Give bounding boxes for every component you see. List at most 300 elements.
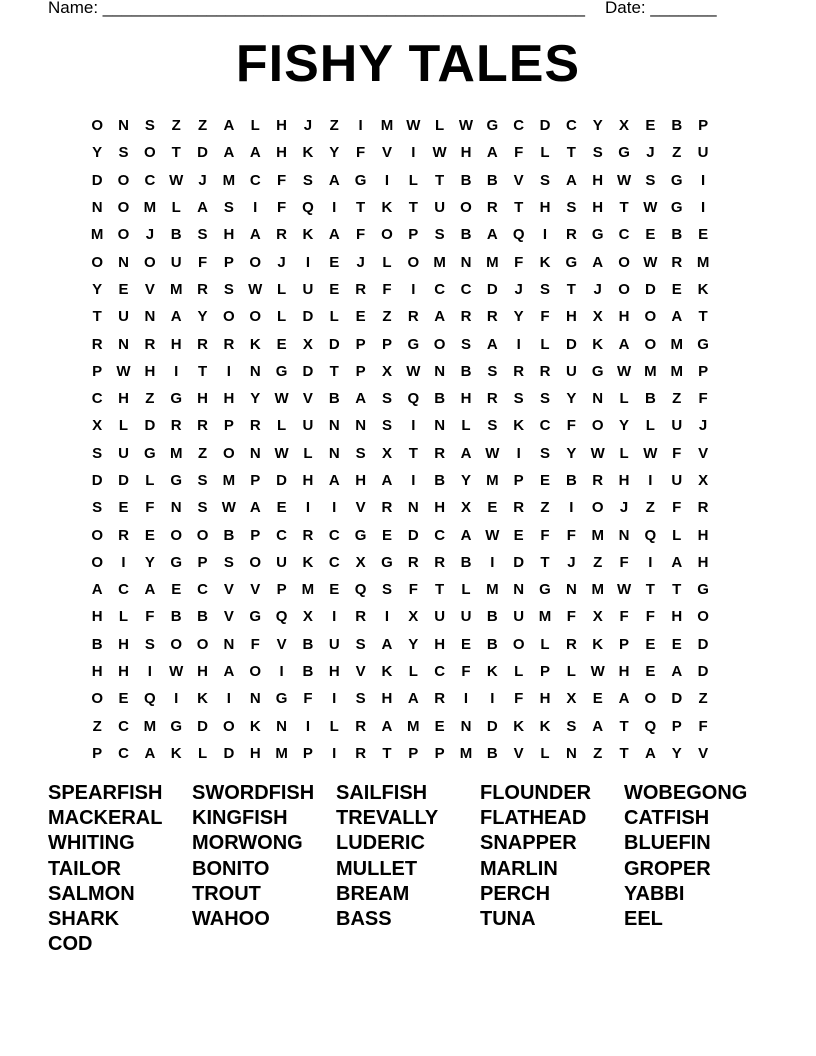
grid-letter: S: [566, 199, 577, 217]
grid-letter: R: [407, 308, 419, 326]
grid-letter: S: [381, 417, 392, 435]
grid-letter: F: [356, 144, 366, 162]
grid-letter: K: [513, 717, 525, 735]
grid-letter: I: [490, 553, 495, 571]
grid-letter: R: [355, 744, 367, 762]
grid-letter: H: [671, 608, 683, 626]
word-list-item: MACKERAL: [48, 806, 163, 829]
grid-letter: B: [460, 226, 472, 244]
grid-letter: T: [645, 581, 655, 599]
grid-letter: N: [144, 308, 156, 326]
word-list-item: PERCH: [480, 882, 551, 905]
grid-letter: E: [645, 226, 656, 244]
grid-letter: G: [591, 362, 604, 380]
grid-letter: P: [381, 335, 392, 353]
grid-letter: V: [302, 390, 313, 408]
grid-letter: S: [381, 390, 392, 408]
grid-letter: T: [514, 199, 524, 217]
grid-letter: W: [643, 253, 658, 271]
grid-letter: S: [223, 280, 234, 298]
grid-letter: M: [380, 117, 394, 135]
grid-letter: N: [513, 581, 525, 599]
grid-letter: A: [144, 581, 156, 599]
grid-row: [84, 685, 716, 712]
grid-letter: B: [486, 171, 498, 189]
grid-letter: U: [460, 608, 472, 626]
grid-letter: O: [644, 308, 657, 326]
grid-letter: T: [356, 199, 366, 217]
grid-letter: O: [433, 335, 446, 353]
grid-letter: Q: [644, 526, 657, 544]
grid-letter: O: [91, 690, 103, 708]
grid-letter: A: [592, 253, 604, 271]
grid-letter: B: [671, 117, 683, 135]
grid-letter: A: [91, 581, 103, 599]
grid-letter: B: [302, 635, 314, 653]
grid-letter: H: [197, 663, 208, 681]
grid-letter: S: [487, 362, 498, 380]
grid-letter: R: [223, 335, 235, 353]
grid-letter: E: [671, 280, 682, 298]
grid-letter: W: [169, 171, 184, 189]
grid-letter: E: [171, 581, 182, 599]
grid-letter: S: [592, 144, 603, 162]
grid-letter: L: [672, 526, 682, 544]
grid-letter: L: [619, 444, 629, 462]
grid-letter: S: [197, 472, 208, 489]
grid-letter: N: [565, 581, 577, 599]
grid-letter: R: [249, 417, 261, 435]
grid-letter: H: [460, 144, 472, 162]
grid-letter: F: [619, 553, 629, 571]
grid-letter: E: [329, 280, 340, 298]
grid-letter: R: [486, 199, 498, 217]
grid-letter: J: [619, 499, 629, 517]
grid-letter: T: [619, 199, 629, 217]
grid-letter: M: [486, 253, 499, 271]
grid-letter: Z: [672, 144, 682, 162]
grid-letter: V: [250, 581, 261, 599]
grid-letter: H: [276, 117, 287, 135]
grid-letter: X: [460, 499, 471, 517]
grid-letter: Z: [171, 117, 181, 135]
grid-letter: F: [514, 690, 524, 708]
grid-letter: B: [302, 663, 314, 681]
grid-letter: X: [355, 553, 366, 571]
grid-letter: S: [540, 280, 551, 298]
grid-letter: H: [170, 335, 182, 353]
grid-letter: B: [565, 472, 577, 489]
grid-letter: S: [144, 117, 155, 135]
grid-letter: D: [697, 635, 709, 653]
grid-letter: U: [118, 308, 129, 326]
grid-letter: H: [592, 199, 604, 217]
grid-row: [84, 494, 716, 521]
grid-row: [84, 303, 716, 330]
grid-letter: R: [118, 526, 129, 544]
grid-letter: O: [144, 144, 156, 162]
grid-letter: H: [460, 390, 472, 408]
grid-letter: A: [565, 171, 577, 189]
grid-letter: D: [91, 171, 103, 189]
grid-letter: C: [434, 280, 446, 298]
grid-letter: W: [616, 171, 632, 189]
word-list-item: LUDERIC: [336, 832, 425, 855]
grid-letter: N: [434, 417, 446, 435]
grid-letter: G: [539, 581, 551, 599]
grid-letter: R: [697, 499, 709, 517]
grid-letter: W: [406, 117, 421, 135]
word-list-item: TAILOR: [48, 857, 121, 880]
grid-letter: T: [619, 744, 629, 762]
grid-letter: F: [461, 663, 471, 681]
grid-letter: K: [486, 663, 498, 681]
grid-letter: V: [513, 171, 524, 189]
grid-letter: L: [382, 253, 392, 271]
grid-letter: D: [565, 335, 577, 353]
grid-letter: D: [276, 472, 287, 489]
grid-letter: R: [486, 390, 498, 408]
grid-letter: A: [434, 308, 446, 326]
grid-letter: H: [539, 690, 551, 708]
grid-letter: F: [566, 526, 576, 544]
grid-letter: M: [169, 280, 183, 298]
grid-letter: T: [566, 280, 576, 298]
grid-letter: L: [540, 635, 550, 653]
grid-letter: D: [407, 526, 419, 544]
grid-letter: E: [144, 526, 155, 544]
word-list-item: YABBI: [624, 882, 685, 905]
grid-letter: E: [513, 526, 524, 544]
grid-letter: N: [460, 717, 472, 735]
grid-letter: C: [276, 526, 287, 544]
grid-letter: I: [384, 608, 390, 626]
grid-letter: S: [355, 690, 366, 708]
word-list-row: [48, 780, 788, 805]
grid-letter: Q: [407, 390, 420, 408]
grid-letter: E: [592, 690, 603, 708]
grid-letter: T: [698, 308, 708, 326]
grid-letter: N: [118, 335, 129, 353]
grid-letter: C: [328, 553, 340, 571]
grid-letter: D: [197, 144, 208, 162]
grid-letter: W: [406, 362, 421, 380]
grid-letter: M: [538, 608, 552, 626]
grid-letter: D: [486, 717, 498, 735]
grid-letter: W: [116, 362, 131, 380]
grid-letter: T: [92, 308, 102, 326]
grid-letter: N: [91, 199, 103, 217]
grid-letter: G: [170, 553, 183, 571]
grid-letter: P: [355, 335, 366, 353]
grid-letter: B: [328, 390, 340, 408]
grid-letter: A: [328, 472, 340, 489]
grid-letter: S: [355, 635, 366, 653]
grid-letter: I: [332, 744, 337, 762]
grid-letter: M: [275, 744, 288, 762]
grid-letter: X: [698, 472, 709, 489]
word-list-row: [48, 856, 788, 881]
grid-letter: G: [249, 608, 262, 626]
grid-letter: I: [174, 362, 179, 380]
grid-letter: A: [486, 226, 498, 244]
grid-letter: M: [486, 472, 499, 489]
grid-letter: M: [591, 526, 604, 544]
grid-letter: E: [118, 499, 129, 517]
grid-letter: I: [463, 690, 469, 708]
grid-letter: R: [302, 526, 314, 544]
grid-letter: O: [618, 280, 630, 298]
grid-letter: I: [226, 690, 231, 708]
grid-letter: L: [435, 117, 445, 135]
grid-letter: K: [513, 417, 525, 435]
word-list-row: [48, 932, 788, 957]
grid-letter: A: [381, 472, 393, 489]
grid-letter: R: [565, 226, 577, 244]
grid-letter: B: [460, 362, 472, 380]
grid-letter: E: [329, 581, 340, 599]
grid-letter: C: [434, 526, 446, 544]
grid-letter: S: [566, 717, 577, 735]
grid-letter: G: [354, 526, 367, 544]
grid-letter: W: [590, 444, 605, 462]
grid-letter: E: [645, 117, 656, 135]
grid-letter: O: [512, 635, 525, 653]
grid-letter: U: [118, 444, 129, 462]
grid-letter: L: [540, 144, 550, 162]
grid-letter: F: [619, 608, 629, 626]
grid-letter: A: [223, 117, 235, 135]
grid-letter: E: [487, 499, 498, 517]
grid-letter: K: [592, 335, 604, 353]
grid-letter: U: [697, 144, 709, 162]
grid-letter: B: [170, 608, 182, 626]
grid-letter: Y: [513, 308, 524, 326]
grid-letter: B: [223, 526, 235, 544]
grid-letter: G: [670, 171, 683, 189]
grid-letter: L: [276, 280, 287, 298]
grid-row: [84, 658, 716, 685]
grid-letter: M: [143, 717, 157, 735]
grid-letter: I: [174, 690, 179, 708]
grid-letter: U: [671, 417, 683, 435]
grid-letter: R: [197, 335, 208, 353]
grid-letter: A: [460, 526, 472, 544]
grid-row: [84, 167, 716, 194]
grid-letter: X: [592, 308, 603, 326]
grid-letter: H: [276, 144, 287, 162]
grid-letter: A: [644, 744, 656, 762]
grid-letter: B: [644, 390, 656, 408]
grid-letter: D: [302, 362, 314, 380]
grid-row: [84, 330, 716, 357]
grid-letter: O: [223, 308, 235, 326]
grid-letter: I: [411, 280, 416, 298]
grid-letter: R: [407, 553, 419, 571]
grid-letter: K: [381, 199, 393, 217]
grid-letter: Y: [566, 390, 577, 408]
grid-letter: G: [486, 117, 499, 135]
grid-letter: G: [275, 362, 288, 380]
grid-letter: Q: [275, 608, 288, 626]
grid-letter: I: [700, 171, 706, 189]
grid-letter: H: [434, 499, 446, 517]
grid-letter: C: [118, 717, 129, 735]
grid-letter: O: [196, 526, 209, 544]
grid-letter: F: [698, 717, 708, 735]
grid-letter: Z: [329, 117, 339, 135]
grid-letter: F: [250, 635, 260, 653]
grid-letter: J: [698, 417, 708, 435]
grid-letter: H: [697, 526, 709, 544]
grid-letter: W: [485, 526, 500, 544]
grid-letter: H: [697, 553, 709, 571]
grid-letter: M: [301, 581, 315, 599]
grid-letter: G: [618, 144, 630, 162]
grid-letter: E: [355, 308, 366, 326]
grid-letter: U: [671, 472, 683, 489]
grid-row: [84, 248, 716, 275]
grid-letter: R: [460, 308, 472, 326]
grid-letter: V: [513, 744, 524, 762]
grid-letter: O: [407, 253, 420, 271]
grid-letter: N: [355, 417, 367, 435]
grid-letter: K: [302, 144, 314, 162]
grid-letter: L: [171, 199, 181, 217]
grid-letter: R: [539, 362, 551, 380]
grid-letter: M: [670, 335, 683, 353]
word-list-item: WHITING: [48, 832, 135, 855]
grid-letter: O: [144, 253, 156, 271]
word-list-item: KINGFISH: [192, 806, 288, 829]
grid-letter: K: [197, 690, 208, 708]
grid-letter: A: [249, 144, 261, 162]
grid-letter: X: [381, 362, 392, 380]
grid-letter: L: [276, 417, 287, 435]
grid-letter: O: [249, 553, 262, 571]
grid-letter: U: [434, 608, 446, 626]
grid-letter: J: [198, 171, 207, 189]
grid-letter: A: [223, 144, 235, 162]
grid-letter: Y: [92, 144, 103, 162]
grid-letter: L: [566, 663, 576, 681]
grid-letter: Q: [302, 199, 314, 217]
grid-letter: W: [458, 117, 474, 135]
grid-letter: R: [197, 417, 208, 435]
grid-letter: A: [328, 171, 340, 189]
grid-letter: F: [566, 608, 576, 626]
grid-letter: I: [358, 117, 363, 135]
grid-letter: K: [249, 717, 261, 735]
grid-letter: J: [356, 253, 365, 271]
grid-letter: Z: [593, 553, 603, 571]
grid-letter: C: [197, 581, 208, 599]
grid-letter: M: [407, 717, 420, 735]
grid-letter: C: [513, 117, 525, 135]
grid-letter: C: [328, 526, 340, 544]
grid-letter: P: [355, 362, 366, 380]
grid-letter: O: [117, 199, 130, 217]
grid-letter: H: [539, 199, 551, 217]
grid-letter: F: [540, 526, 550, 544]
word-list-item: SWORDFISH: [192, 781, 315, 804]
grid-letter: I: [411, 144, 416, 162]
grid-letter: P: [250, 472, 261, 489]
grid-letter: W: [643, 199, 658, 217]
grid-letter: I: [411, 472, 416, 489]
word-list-item: FLATHEAD: [480, 806, 587, 829]
grid-letter: D: [539, 117, 551, 135]
word-list-row: [48, 906, 788, 931]
grid-letter: O: [591, 417, 604, 435]
grid-letter: I: [226, 362, 231, 380]
grid-letter: W: [274, 444, 289, 462]
grid-letter: S: [92, 499, 103, 517]
grid-letter: H: [118, 390, 129, 408]
grid-letter: K: [249, 335, 261, 353]
grid-letter: K: [539, 717, 551, 735]
grid-letter: T: [171, 144, 181, 162]
grid-letter: O: [618, 253, 630, 271]
grid-letter: Y: [250, 390, 261, 408]
header-line: [48, 0, 717, 18]
word-list-item: MULLET: [336, 857, 418, 880]
grid-letter: H: [118, 663, 129, 681]
grid-row: [84, 221, 716, 248]
grid-letter: L: [514, 663, 524, 681]
grid-letter: C: [565, 117, 577, 135]
word-list-item: SHARK: [48, 908, 120, 931]
grid-letter: N: [328, 444, 340, 462]
grid-letter: F: [276, 199, 287, 217]
grid-letter: M: [222, 472, 236, 489]
grid-letter: C: [91, 390, 103, 408]
grid-letter: O: [591, 499, 604, 517]
grid-letter: S: [144, 635, 155, 653]
grid-letter: I: [305, 253, 310, 271]
grid-letter: A: [381, 717, 393, 735]
word-list-item: TUNA: [480, 908, 536, 931]
word-list-item: EEL: [624, 908, 663, 931]
grid-letter: Z: [197, 117, 208, 135]
grid-letter: G: [670, 199, 683, 217]
grid-letter: J: [646, 144, 655, 162]
grid-row: [84, 440, 716, 467]
grid-letter: V: [223, 608, 234, 626]
grid-letter: N: [118, 117, 129, 135]
grid-letter: P: [223, 253, 234, 271]
grid-letter: V: [276, 635, 287, 653]
grid-letter: N: [249, 690, 261, 708]
grid-letter: L: [645, 417, 655, 435]
grid-letter: K: [381, 663, 393, 681]
grid-letter: M: [486, 581, 499, 599]
grid-letter: R: [381, 499, 393, 517]
grid-letter: M: [433, 253, 446, 271]
grid-letter: I: [332, 608, 337, 626]
grid-letter: E: [276, 499, 287, 517]
grid-letter: Y: [144, 553, 155, 571]
grid-letter: V: [355, 663, 366, 681]
grid-letter: G: [697, 335, 709, 353]
grid-letter: P: [619, 635, 630, 653]
grid-letter: V: [144, 280, 155, 298]
grid-letter: I: [411, 417, 416, 435]
grid-row: [84, 603, 716, 630]
grid-letter: W: [643, 444, 658, 462]
grid-letter: W: [616, 581, 632, 599]
word-list-item: TROUT: [192, 882, 261, 905]
